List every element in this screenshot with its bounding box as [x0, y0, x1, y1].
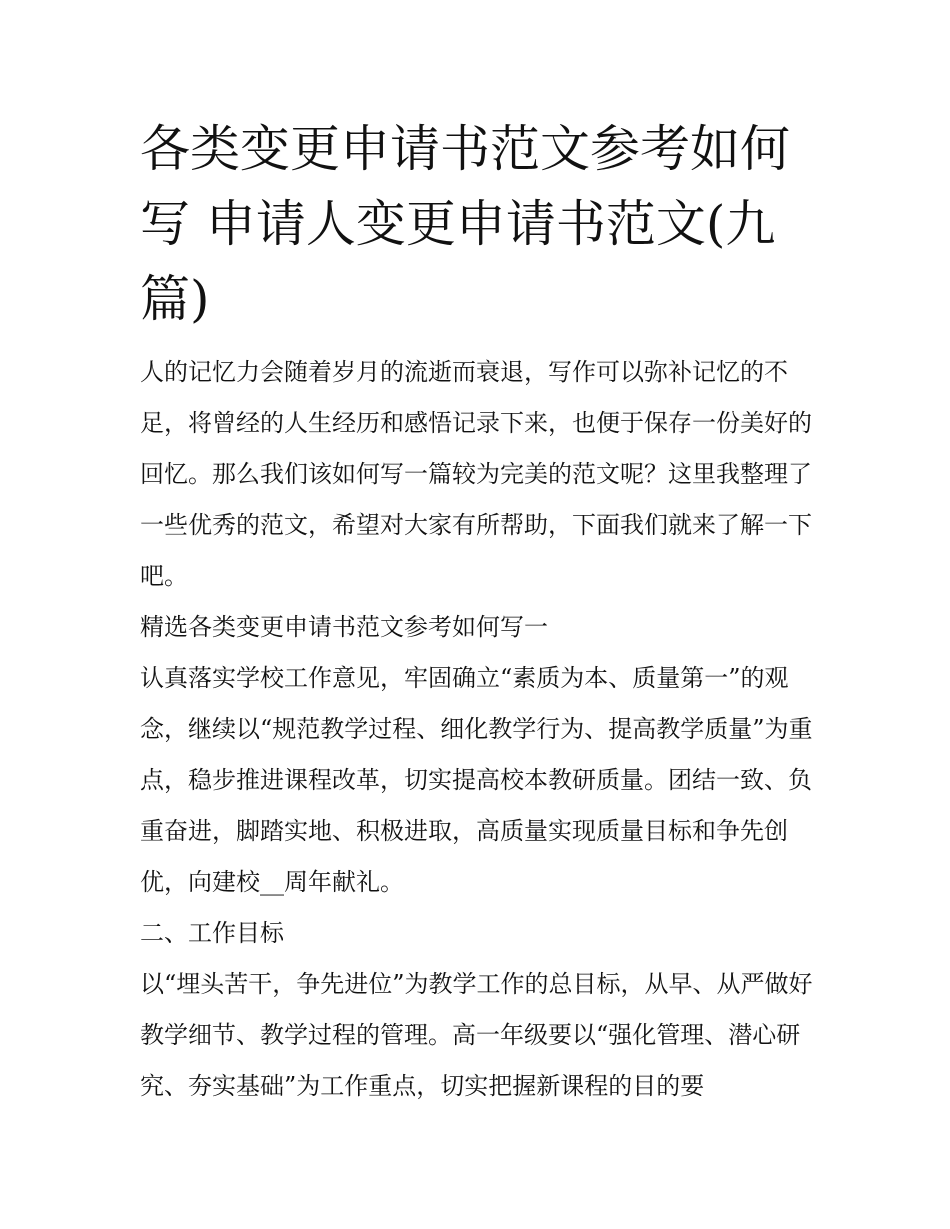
section-1-paragraph: 认真落实学校工作意见，牢固确立“素质为本、质量第一”的观念，继续以“规范教学过程、细化教学行为、提高教学质量”为重点，稳步推进课程改革，切实提高校本教研质量。团结一致、负重奋进，脚踏实地、积极进取，高质量实现质量目标和争先创优，向建校__周年献礼。 [140, 664, 813, 896]
section-heading-goals: 二、工作目标 [140, 919, 284, 947]
document-title: 各类变更申请书范文参考如何写 申请人变更申请书范文(九篇) [140, 120, 790, 328]
intro-paragraph: 人的记忆力会随着岁月的流逝而衰退，写作可以弥补记忆的不足，将曾经的人生经历和感悟记录下来，也便于保存一份美好的回忆。那么我们该如何写一篇较为完美的范文呢？这里我整理了一些优秀的范文，希望对大家有所帮助，下面我们就来了解一下吧。 [140, 358, 812, 590]
document-page [140, 112, 820, 1112]
document-body [140, 347, 820, 1112]
section-heading-1: 精选各类变更申请书范文参考如何写一 [140, 613, 548, 641]
goals-paragraph: 以“埋头苦干，争先进位”为教学工作的总目标，从早、从严做好教学细节、教学过程的管理。高一年级要以“强化管理、潜心研究、夯实基础”为工作重点，切实把握新课程的目的要 [140, 970, 813, 1100]
